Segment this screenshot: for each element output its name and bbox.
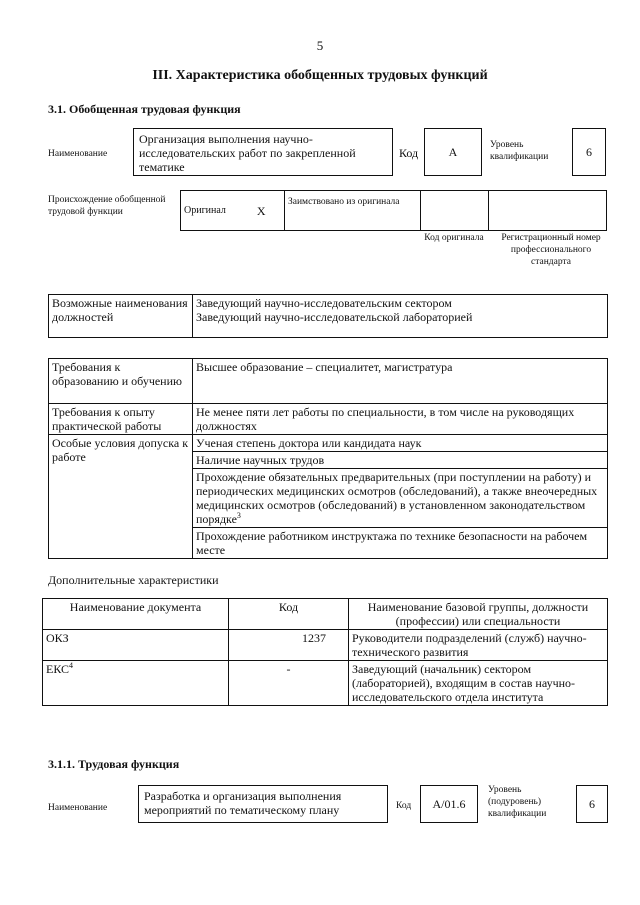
gtf-level-label: Уровень квалификации [490, 140, 549, 162]
gtf-origin-label: Происхождение обобщенной трудовой функции [48, 195, 166, 217]
positions-label: Возможные наименования должностей [49, 295, 193, 338]
row-okz-doc: ОКЗ [43, 630, 229, 661]
tf-heading: 3.1.1. Трудовая функция [48, 757, 180, 771]
row-okz-code: 1237 [229, 630, 349, 661]
col-name-header: Наименование базовой группы, должности (профессии) или специальности [349, 599, 608, 630]
gtf-code-label: Код [399, 146, 419, 160]
special-condition-4: Прохождение работником инструктажа по технике безопасности на рабочем месте [193, 528, 608, 559]
col-code-header: Код [229, 599, 349, 630]
row-eks-doc-text: ЕКС [46, 662, 70, 676]
tf-code-label: Код [396, 801, 412, 811]
gtf-heading: 3.1. Обобщенная трудовая функция [48, 102, 241, 116]
tf-level-value: 6 [589, 797, 595, 811]
code-original-cell [421, 191, 489, 231]
original-mark: X [239, 191, 285, 231]
original-label: Оригинал [181, 191, 239, 231]
tf-name-label: Наименование [48, 803, 108, 813]
tf-name-box [138, 785, 388, 823]
special-condition-3-text: Прохождение обязательных предварительных (при поступлении на работу) и периодических медицинских осмотров (обследований), а также внеочередных медицинских осмотров (обследований) в установленном законодательством порядке [196, 470, 598, 526]
additional-table [42, 598, 608, 706]
page-number: 5 [316, 38, 324, 53]
tf-level-box [576, 785, 608, 823]
gtf-code-value: A [448, 145, 458, 159]
position-1: Заведующий научно-исследовательским сектором [196, 296, 452, 310]
section-title: III. Характеристика обобщенных трудовых функций [152, 68, 488, 83]
gtf-name-value: Организация выполнения научно-исследовательских работ по закрепленной тематике [139, 132, 356, 174]
gtf-name-box [133, 128, 393, 176]
special-condition-1: Ученая степень доктора или кандидата наук [193, 435, 608, 452]
experience-value: Не менее пяти лет работы по специальности, в том числе на руководящих должностях [193, 404, 608, 435]
requirements-table [48, 358, 608, 559]
gtf-code-box [424, 128, 482, 176]
code-original-caption: Код оригинала [424, 233, 484, 243]
col-doc-header: Наименование документа [43, 599, 229, 630]
education-value: Высшее образование – специалитет, магистратура [193, 359, 608, 404]
special-condition-2: Наличие научных трудов [193, 452, 608, 469]
gtf-origin-table [180, 190, 607, 231]
reg-number-cell [489, 191, 607, 231]
special-conditions-label: Особые условия допуска к работе [49, 435, 193, 559]
tf-level-label: Уровень (подуровень) квалификации [488, 785, 547, 819]
tf-code-box [420, 785, 478, 823]
borrowed-label: Заимствовано из оригинала [285, 191, 421, 231]
experience-label: Требования к опыту практической работы [49, 404, 193, 435]
gtf-name-label: Наименование [48, 149, 108, 159]
footnote-4: 4 [69, 661, 74, 670]
row-eks-code: - [229, 661, 349, 706]
row-eks-doc [43, 661, 229, 706]
position-2: Заведующий научно-исследовательской лабораторией [196, 310, 473, 324]
row-okz-name: Руководители подразделений (служб) научно-технического развития [349, 630, 608, 661]
tf-code-value: A/01.6 [432, 797, 466, 811]
education-label: Требования к образованию и обучению [49, 359, 193, 404]
tf-name-value: Разработка и организация выполнения мероприятий по тематическому плану [144, 789, 342, 817]
reg-number-caption: Регистрационный номер профессионального стандарта [501, 233, 601, 267]
positions-table [48, 294, 608, 338]
footnote-3: 3 [236, 511, 241, 520]
gtf-level-value: 6 [586, 145, 592, 159]
special-condition-3 [193, 469, 608, 528]
row-eks-name: Заведующий (начальник) сектором (лабораторией), входящим в состав научно-исследовательского отдела института [349, 661, 608, 706]
gtf-level-box [572, 128, 606, 176]
additional-heading: Дополнительные характеристики [48, 573, 219, 587]
positions-values [193, 295, 608, 338]
